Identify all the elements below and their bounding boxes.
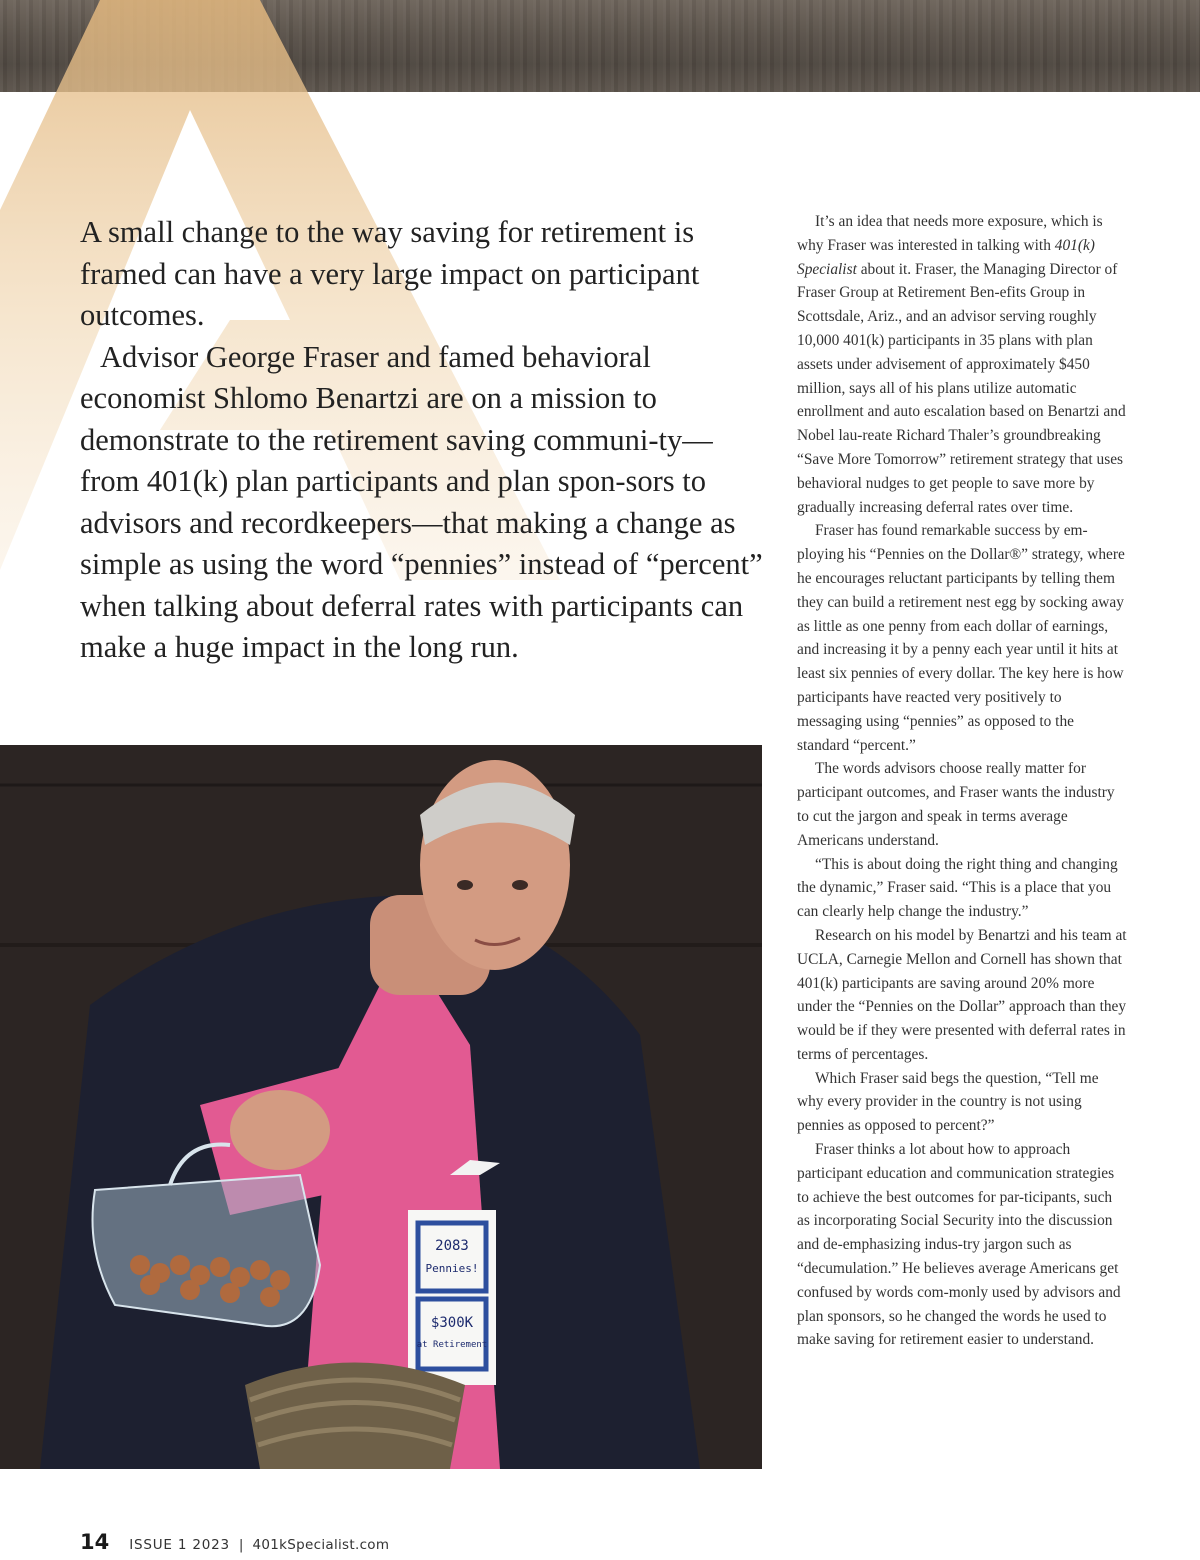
body-paragraph-4: “This is about doing the right thing and changing the dynamic,” Fraser said. “This is a place that you can clearly help change the industry.” [797,855,1118,921]
advisor-photo [0,745,762,1469]
sign-line-3: $300K [430,1315,474,1331]
body-paragraph-2: Fraser has found remarkable success by em-ploying his “Pennies on the Dollar®” strategy, where he encourages reluctant participants by telling them they can build a retirement nest egg by socking away as little as one penny from each dollar of earnings, and increasing it by a penny each year until it hits at least six pennies of every dollar. The key here is how participants have reacted very positively to messaging using “pennies” as opposed to the standard “percent.” [797,522,1125,754]
footer-separator: | [238,1537,244,1553]
body-paragraph-6: Which Fraser said begs the question, “Tell me why every provider in the country is not using pennies as opposed to percent?” [797,1069,1099,1135]
website-link[interactable]: 401kSpecialist.com [252,1537,390,1553]
article-body [797,210,1127,1352]
publication-name: 401(k) Specialist [797,236,1095,278]
hand [230,1090,330,1170]
sign-line-2: Pennies! [425,1262,479,1275]
lead-intro [80,212,770,669]
body-paragraph-7: Fraser thinks a lot about how to approach participant education and communication strategies to achieve the best outcomes for par-ticipants, such as incorporating Social Security into the discussion and de-emphasizing indus-try jargon such as “decumulation.” He believes average Americans get confused by words com-monly used by advisors and plan sponsors, so he changed the words he used to make saving for retirement easier to understand. [797,1141,1121,1349]
body-paragraph-5: Research on his model by Benartzi and his team at UCLA, Carnegie Mellon and Cornell has shown that 401(k) participants are saving around 20% more under the “Pennies on the Dollar” approach than they would be if they were presented with deferral rates in terms of percentages. [797,926,1127,1063]
lead-paragraph-1: A small change to the way saving for retirement is framed can have a very large impact on participant outcomes. [80,215,700,332]
body-paragraph-1-part-a: It’s an idea that needs more exposure, which is why Fraser was interested in talking with [797,213,1103,254]
page-number: 14 [80,1530,110,1554]
body-paragraph-1-part-b: about it. Fraser, the Managing Director of Fraser Group at Retirement Ben-efits Group in Scottsdale, Ariz., and an advisor serving roughly 10,000 401(k) participants in 35 plans with plan assets under advisement of approximately $450 million, says all of his plans utilize automatic enrollment and auto escalation based on Benartzi and Nobel lau-reate Richard Thaler’s groundbreaking “Save More Tomorrow” retirement strategy that uses behavioral nudges to get people to save more by gradually increasing deferral rates over time. [797,260,1126,516]
issue-label: ISSUE 1 2023 [129,1537,230,1553]
photo-illustration [0,745,762,1469]
sign-line-1: 2083 [435,1238,469,1254]
glass-jar [93,1175,321,1326]
page-footer [80,1530,389,1560]
body-paragraph-3: The words advisors choose really matter for participant outcomes, and Fraser wants the industry to cut the jargon and speak in terms average Americans understand. [797,760,1115,849]
sign-line-4: at Retirement [416,1340,488,1350]
body-paragraph-1 [797,210,1127,519]
lead-paragraph-2: Advisor George Fraser and famed behavioral economist Shlomo Benartzi are on a mission to demonstrate to the retirement saving communi-ty—from 401(k) plan participants and plan spon-sors to advisors and recordkeepers—that making a change as simple as using the word “pennies” instead of “percent” when talking about deferral rates with participants can make a huge impact in the long run. [80,339,763,664]
